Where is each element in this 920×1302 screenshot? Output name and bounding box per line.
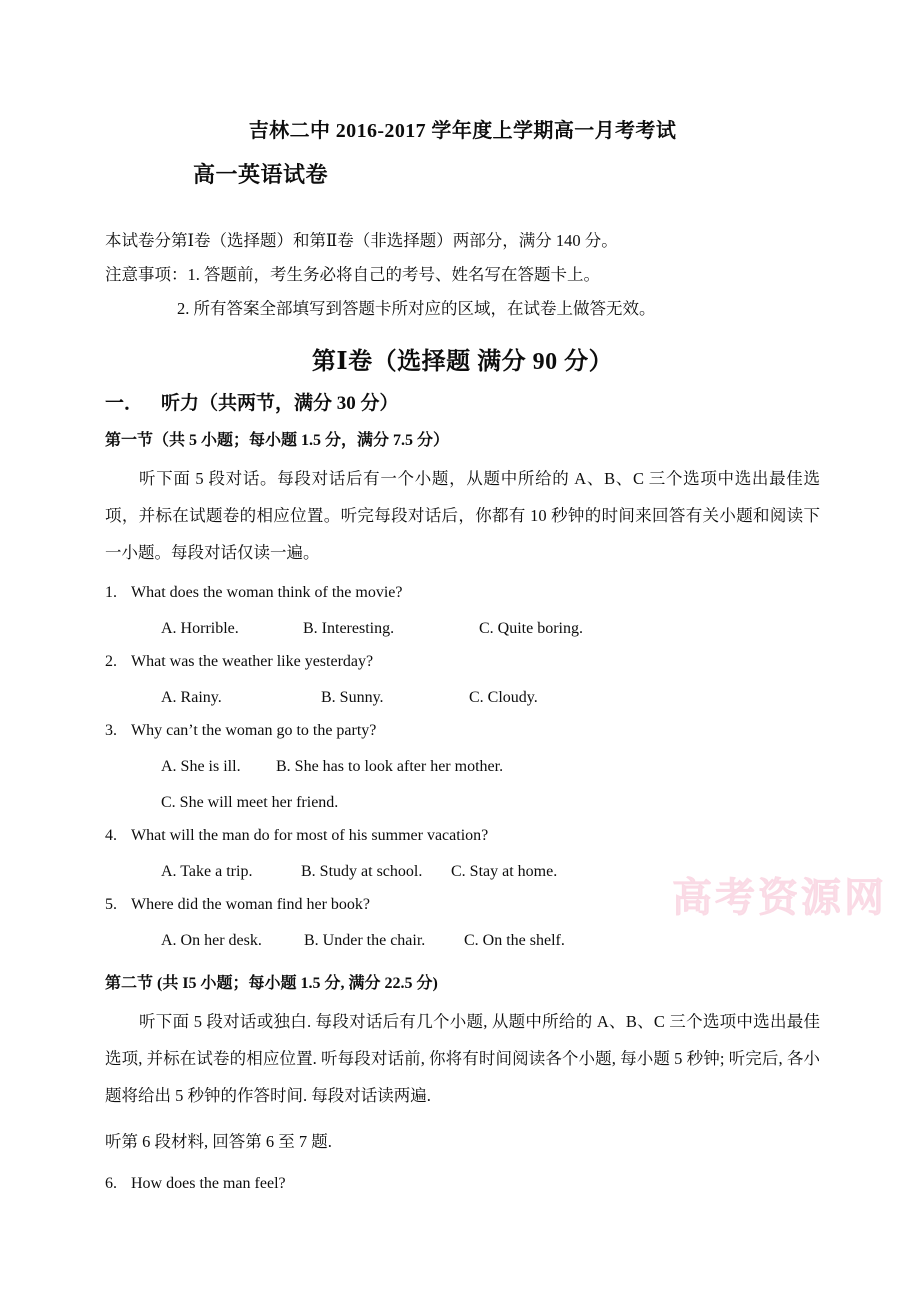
option-b[interactable]: B. Under the chair. xyxy=(304,932,426,950)
option-b[interactable]: B. Sunny. xyxy=(321,689,384,707)
option-a[interactable]: A. Take a trip. xyxy=(161,863,253,881)
question-stem xyxy=(105,894,820,916)
page-subtitle: 高一英语试卷 xyxy=(193,162,329,187)
section-listening-heading xyxy=(105,377,820,416)
question-item xyxy=(105,640,820,709)
option-b[interactable]: B. She has to look after her mother. xyxy=(276,758,504,776)
watermark-text: 高考资源网 xyxy=(672,875,887,921)
question-stem xyxy=(105,1173,820,1195)
exam-instructions xyxy=(105,188,820,326)
instruction-line-notice-1: 注意事项：1. 答题前，考生务必将自己的考号、姓名写在答题卡上。 xyxy=(105,265,600,285)
question-options xyxy=(105,604,820,640)
question-number: 6. xyxy=(105,1175,117,1193)
option-a[interactable]: A. Rainy. xyxy=(161,689,222,707)
option-a[interactable]: A. She is ill. xyxy=(161,758,241,776)
question-number: 4. xyxy=(105,827,117,845)
question-text: How does the man feel? xyxy=(131,1175,286,1193)
question-stem xyxy=(105,720,820,742)
subsection-two-instruction: 听下面 5 段对话或独白. 每段对话后有几个小题, 从题中所给的 A、B、C 三个选项中选出最佳选项, 并标在试卷的相应位置. 听每段对话前, 你将有时间阅读各个小题, 每小题 5 秒钟; 听完后, 各小题将给出 5 秒钟的作答时间. 每段对话读两遍. xyxy=(105,1012,820,1106)
question-options xyxy=(105,742,820,778)
question-text: What was the weather like yesterday? xyxy=(131,653,374,671)
section-number: 一． xyxy=(105,393,144,415)
subsection-one-instruction: 听下面 5 段对话。每段对话后有一个小题，从题中所给的 A、B、C 三个选项中选出最佳选项，并标在试题卷的相应位置。听完每段对话后，你都有 10 秒钟的时间来回答有关小题和阅读下一小题。每段对话仅读一遍。 xyxy=(105,469,820,563)
question-text: What does the woman think of the movie? xyxy=(131,584,403,602)
question-number: 3. xyxy=(105,722,117,740)
subsection-two-heading: 第二节 (共 I5 小题；每小题 1.5 分, 满分 22.5 分) xyxy=(105,975,438,993)
option-c[interactable]: C. Cloudy. xyxy=(469,689,538,707)
question-options xyxy=(105,916,820,952)
option-a[interactable]: A. Horrible. xyxy=(161,620,239,638)
question-item xyxy=(105,814,820,883)
subsection-one-heading: 第一节（共 5 小题；每小题 1.5 分，满分 7.5 分） xyxy=(105,431,450,449)
section-label: 听力（共两节，满分 30 分） xyxy=(161,393,399,415)
page-content xyxy=(105,0,820,1195)
question-stem xyxy=(105,651,820,673)
question-text: Why can’t the woman go to the party? xyxy=(131,722,377,740)
question-number: 5. xyxy=(105,896,117,914)
option-c[interactable]: C. Stay at home. xyxy=(451,863,558,881)
option-b[interactable]: B. Interesting. xyxy=(303,620,395,638)
option-c[interactable]: C. She will meet her friend. xyxy=(161,794,339,812)
question-item xyxy=(105,709,820,814)
instruction-line-scope: 本试卷分第Ⅰ卷（选择题）和第Ⅱ卷（非选择题）两部分，满分 140 分。 xyxy=(105,231,618,251)
question-options xyxy=(105,847,820,883)
part-one-heading: 第Ⅰ卷（选择题 满分 90 分） xyxy=(311,349,614,376)
question-options-overflow xyxy=(105,778,820,814)
page-title: 吉林二中 2016-2017 学年度上学期高一月考考试 xyxy=(248,120,677,142)
option-c[interactable]: C. Quite boring. xyxy=(479,620,583,638)
question-number: 2. xyxy=(105,653,117,671)
question-item xyxy=(105,883,820,952)
material-six-note: 听第 6 段材料, 回答第 6 至 7 题. xyxy=(105,1132,332,1152)
question-options xyxy=(105,673,820,709)
question-item xyxy=(105,1160,820,1195)
option-c[interactable]: C. On the shelf. xyxy=(464,932,565,950)
question-stem xyxy=(105,825,820,847)
question-stem xyxy=(105,582,820,604)
instruction-line-notice-2: 2. 所有答案全部填写到答题卡所对应的区域，在试卷上做答无效。 xyxy=(177,299,656,319)
question-text: Where did the woman find her book? xyxy=(131,896,371,914)
option-b[interactable]: B. Study at school. xyxy=(301,863,423,881)
option-a[interactable]: A. On her desk. xyxy=(161,932,262,950)
question-item xyxy=(105,571,820,640)
question-number: 1. xyxy=(105,584,117,602)
question-text: What will the man do for most of his summer vacation? xyxy=(131,827,489,845)
